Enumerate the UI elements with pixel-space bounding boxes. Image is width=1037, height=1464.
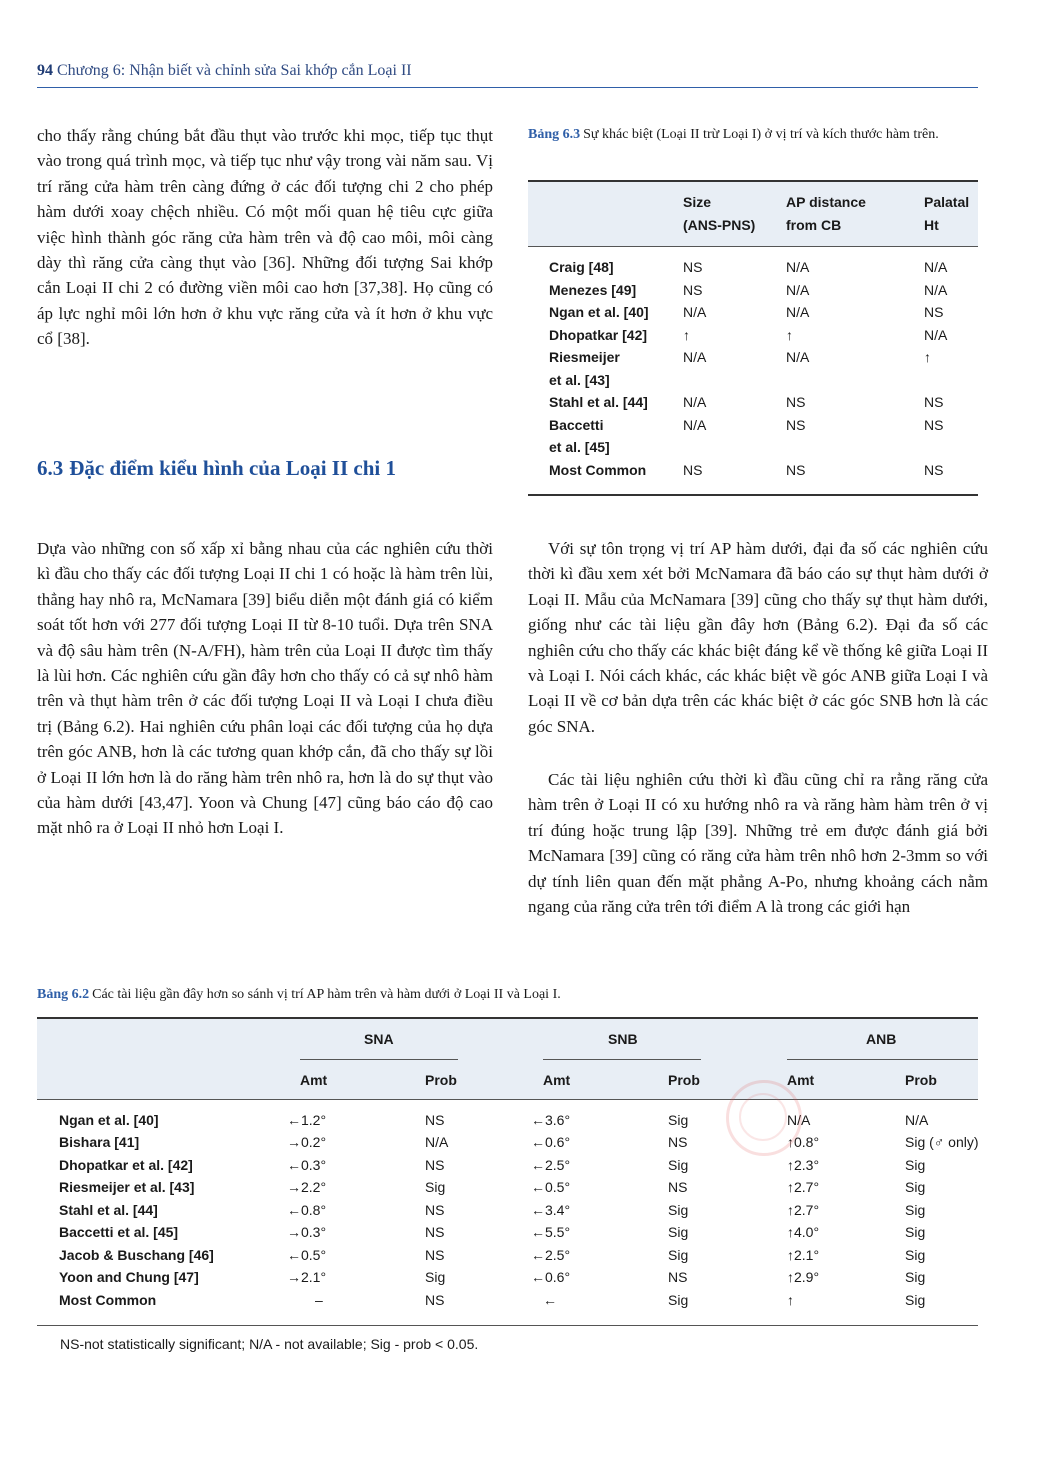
table-cell: Sig: [668, 1247, 689, 1263]
table-cell: ←0.6°: [531, 1134, 571, 1150]
table-cell: NS: [668, 1134, 688, 1150]
table-cell: N/A: [786, 349, 810, 365]
subheader-prob: Prob: [905, 1072, 937, 1088]
body-paragraph-right-2: Các tài liệu nghiên cứu thời kì đầu cũng chỉ ra rằng răng cửa hàm trên ở Loại II có xu hướng nhô ra và răng hàm hàm trên ở vị trí đúng hoặc trung lập [39]. Những trẻ em được đánh giá bởi McNamara [39] cũng có răng cửa hàm trên nhô hơn 2-3mm so với dự tính liên quan đến mặt phẳng A-Po, nhưng khoảng cách nằm ngang của răng cửa trên tới điểm A là trong các giới hạn: [528, 770, 988, 917]
table-6-3: [528, 180, 978, 496]
group-rule: [787, 1059, 978, 1060]
subheader-prob: Prob: [668, 1072, 700, 1088]
table-6-2: [37, 1017, 978, 1327]
table-row-study: Baccetti: [549, 417, 604, 433]
table-cell: Sig: [905, 1247, 926, 1263]
table-cell: ←: [543, 1292, 557, 1308]
table-cell: N/A: [425, 1134, 449, 1150]
table-cell: NS: [786, 462, 806, 478]
section-number: 6.3: [37, 456, 64, 480]
header-ap-distance-sub: from CB: [786, 217, 842, 233]
table-cell: Sig: [668, 1202, 689, 1218]
table-cell: Sig: [668, 1157, 689, 1173]
table-cell: ←3.4°: [531, 1202, 571, 1218]
subheader-amt: Amt: [300, 1072, 328, 1088]
table-cell: N/A: [786, 259, 810, 275]
table-cell: ↑: [786, 327, 793, 343]
table-cell: Sig: [905, 1224, 926, 1240]
table-cell: Sig (♂ only): [905, 1134, 979, 1150]
table-cell: N/A: [905, 1112, 929, 1128]
table-cell: N/A: [787, 1112, 811, 1128]
table-cell: ←5.5°: [531, 1224, 571, 1240]
table-cell: NS: [786, 417, 806, 433]
table-cell: Sig: [425, 1179, 446, 1195]
table-rule: [528, 246, 978, 247]
table-row-study-cont: et al. [45]: [549, 439, 610, 455]
table-row-study: Ngan et al. [40]: [59, 1112, 159, 1128]
table-header-band: [528, 182, 978, 246]
table-cell: ↑: [924, 349, 931, 365]
table-cell: ←2.5°: [531, 1157, 571, 1173]
table-cell: NS: [924, 394, 944, 410]
group-header-snb: SNB: [608, 1031, 638, 1047]
group-rule: [300, 1059, 458, 1060]
table-cell: →0.3°: [287, 1224, 327, 1240]
table-cell: ↑2.3°: [787, 1157, 820, 1173]
running-header: [37, 62, 978, 80]
table-row-study: Stahl et al. [44]: [59, 1202, 158, 1218]
table-cell: NS: [683, 259, 703, 275]
table-cell: NS: [786, 394, 806, 410]
table-cell: ←0.8°: [287, 1202, 327, 1218]
table-6-2-footnote: NS-not statistically significant; N/A - not available; Sig - prob < 0.05.: [60, 1336, 479, 1352]
table-cell: NS: [425, 1202, 445, 1218]
table-cell: N/A: [924, 259, 948, 275]
table-cell: Sig: [668, 1224, 689, 1240]
subheader-prob: Prob: [425, 1072, 457, 1088]
table-cell: NS: [425, 1157, 445, 1173]
table-row-study: Most Common: [59, 1292, 157, 1308]
table-cell: ↑2.7°: [787, 1179, 820, 1195]
table-cell: N/A: [924, 327, 948, 343]
subheader-amt: Amt: [787, 1072, 815, 1088]
header-palatal: Palatal: [924, 194, 970, 210]
table-row-study: Dhopatkar [42]: [549, 327, 648, 343]
table-cell: ←0.5°: [287, 1247, 327, 1263]
table-cell: ←2.5°: [531, 1247, 571, 1263]
table-cell: NS: [683, 282, 703, 298]
body-paragraph-left-1: cho thấy rằng chúng bắt đầu thụt vào trước khi mọc, tiếp tục thụt vào trong quá trình mọc, và tiếp tục như vậy trong vài năm sau. Vị trí răng cửa hàm trên càng đứng ở các đối tượng chi 2 cho phép hàm dưới xoay chệch nhiều. Có một mối quan hệ tiêu cực giữa việc hình thành góc răng cửa hàm trên và độ cao môi, môi càng dày thì răng cửa càng thụt vào [36]. Những đối tượng Sai khớp cắn Loại II chi 2 có đường viền môi cao hơn [37,38]. Họ cũng có áp lực nghỉ môi lớn hơn ở khu vực răng cửa và ít hơn ở khu vực cổ [38].: [37, 126, 493, 349]
table-cell: ↑2.1°: [787, 1247, 820, 1263]
table-row-study: Ngan et al. [40]: [549, 304, 649, 320]
table-cell: Sig: [905, 1292, 926, 1308]
page-number: 94: [37, 62, 53, 79]
table-row-study: Most Common: [549, 462, 647, 478]
group-header-anb: ANB: [866, 1031, 897, 1047]
table-row-study-cont: et al. [43]: [549, 372, 610, 388]
table-rule: [528, 494, 978, 496]
table-cell: N/A: [683, 349, 707, 365]
table-cell: –: [315, 1292, 323, 1308]
table-6-3-caption: [528, 125, 978, 145]
table-cell: ↑: [683, 327, 690, 343]
subheader-amt: Amt: [543, 1072, 571, 1088]
table-6-3-label: Bảng 6.3: [528, 127, 581, 142]
header-palatal-sub: Ht: [924, 217, 939, 233]
body-paragraph-right-1: Với sự tôn trọng vị trí AP hàm dưới, đại đa số các nghiên cứu thời kì đầu xem xét bởi McNamara đã báo cáo sự thụt hàm dưới ở Loại II. Mẫu của McNamara [39] cũng cho thấy sự thụt hàm dưới, giống như các tài liệu gần đây hơn (Bảng 6.2). Đại đa số các nghiên cứu cho thấy các khác biệt đáng kể về thống kê giữa Loại II và Loại I. Nói cách khác, các khác biệt về góc ANB giữa Loại I và Loại II về cơ bản dựa trên các khác biệt ở các góc SNB hơn là các góc SNA.: [528, 539, 988, 736]
table-cell: ←0.3°: [287, 1157, 327, 1173]
body-paragraph-left-2: Dựa vào những con số xấp xỉ bằng nhau của các nghiên cứu thời kì đầu cho thấy các đối tượng Loại II chi 1 có hoặc là hàm trên lùi, thẳng hay nhô ra, McNamara [39] biểu diễn một đánh giá có kiểm soát tốt hơn với 277 đối tượng Loại II từ 8-10 tuổi. Dựa trên SNA và độ sâu hàm trên (N-A/FH), hàm trên của Loại II được tìm thấy là lùi hơn. Các nghiên cứu gần đây hơn cho thấy có cả sự nhô hàm trên và thụt hàm trên ở các đối tượng Loại II và Loại I chưa điều trị (Bảng 6.2). Hai nghiên cứu phân loại các đối tượng của họ dựa trên góc ANB, hơn là các tương quan khớp cắn, đã cho thấy sự lồi ở Loại II lớn hơn là do răng hàm trên nhô ra, hơn là do sự thụt vào của hàm dưới [43,47]. Yoon và Chung [47] cũng báo cáo độ cao mặt nhô ra ở Loại II nhỏ hơn Loại I.: [37, 539, 493, 838]
table-cell: NS: [425, 1247, 445, 1263]
table-cell: Sig: [425, 1269, 446, 1285]
table-cell: Sig: [905, 1157, 926, 1173]
table-row-study: Bishara [41]: [59, 1134, 140, 1150]
table-cell: NS: [668, 1269, 688, 1285]
table-cell: NS: [425, 1224, 445, 1240]
table-cell: N/A: [683, 394, 707, 410]
table-cell: N/A: [683, 417, 707, 433]
chapter-title: Chương 6: Nhận biết và chỉnh sửa Sai khớp cắn Loại II: [57, 62, 412, 79]
header-size: Size: [683, 194, 712, 210]
table-row-study: Yoon and Chung [47]: [59, 1269, 199, 1285]
table-cell: ↑2.7°: [787, 1202, 820, 1218]
table-6-2-caption-text: Các tài liệu gần đây hơn so sánh vị trí AP hàm trên và hàm dưới ở Loại II và Loại I.: [92, 987, 561, 1002]
table-cell: →0.2°: [287, 1134, 327, 1150]
group-header-sna: SNA: [364, 1031, 394, 1047]
table-cell: NS: [425, 1292, 445, 1308]
header-rule: [37, 87, 978, 88]
table-row-study: Riesmeijer: [549, 349, 620, 365]
watermark-stamp: [726, 1080, 802, 1156]
table-cell: NS: [924, 417, 944, 433]
section-heading: [37, 456, 507, 481]
table-cell: NS: [425, 1112, 445, 1128]
table-cell: N/A: [683, 304, 707, 320]
table-cell: Sig: [668, 1112, 689, 1128]
table-rule: [37, 1099, 978, 1100]
table-cell: Sig: [905, 1202, 926, 1218]
table-cell: ↑0.8°: [787, 1134, 820, 1150]
table-cell: NS: [668, 1179, 688, 1195]
table-row-study: Stahl et al. [44]: [549, 394, 648, 410]
header-ap-distance: AP distance: [786, 194, 866, 210]
table-cell: ←0.5°: [531, 1179, 571, 1195]
table-cell: N/A: [786, 282, 810, 298]
table-row-study: Craig [48]: [549, 259, 614, 275]
table-cell: N/A: [924, 282, 948, 298]
table-cell: Sig: [905, 1179, 926, 1195]
table-cell: Sig: [668, 1292, 689, 1308]
table-6-2-label: Bảng 6.2: [37, 987, 90, 1002]
table-row-study: Menezes [49]: [549, 282, 637, 298]
table-cell: NS: [924, 462, 944, 478]
table-row-study: Baccetti et al. [45]: [59, 1224, 179, 1240]
table-row-study: Dhopatkar et al. [42]: [59, 1157, 193, 1173]
section-title: Đặc điểm kiểu hình của Loại II chi 1: [69, 456, 396, 480]
table-cell: N/A: [786, 304, 810, 320]
table-cell: →2.1°: [287, 1269, 327, 1285]
table-cell: ←0.6°: [531, 1269, 571, 1285]
table-cell: ←1.2°: [287, 1112, 327, 1128]
table-cell: NS: [683, 462, 703, 478]
table-cell: ↑2.9°: [787, 1269, 820, 1285]
table-row-study: Jacob & Buschang [46]: [59, 1247, 214, 1263]
table-cell: →2.2°: [287, 1179, 327, 1195]
table-cell: ↑4.0°: [787, 1224, 820, 1240]
table-row-study: Riesmeijer et al. [43]: [59, 1179, 195, 1195]
table-cell: ↑: [787, 1292, 794, 1308]
table-cell: NS: [924, 304, 944, 320]
table-rule: [37, 1325, 978, 1326]
header-size-sub: (ANS-PNS): [683, 217, 756, 233]
group-rule: [543, 1059, 701, 1060]
table-6-2-caption: [37, 985, 978, 1005]
table-cell: ←3.6°: [531, 1112, 571, 1128]
table-6-3-caption-text: Sự khác biệt (Loại II trừ Loại I) ở vị trí và kích thước hàm trên.: [583, 127, 939, 142]
table-cell: Sig: [905, 1269, 926, 1285]
